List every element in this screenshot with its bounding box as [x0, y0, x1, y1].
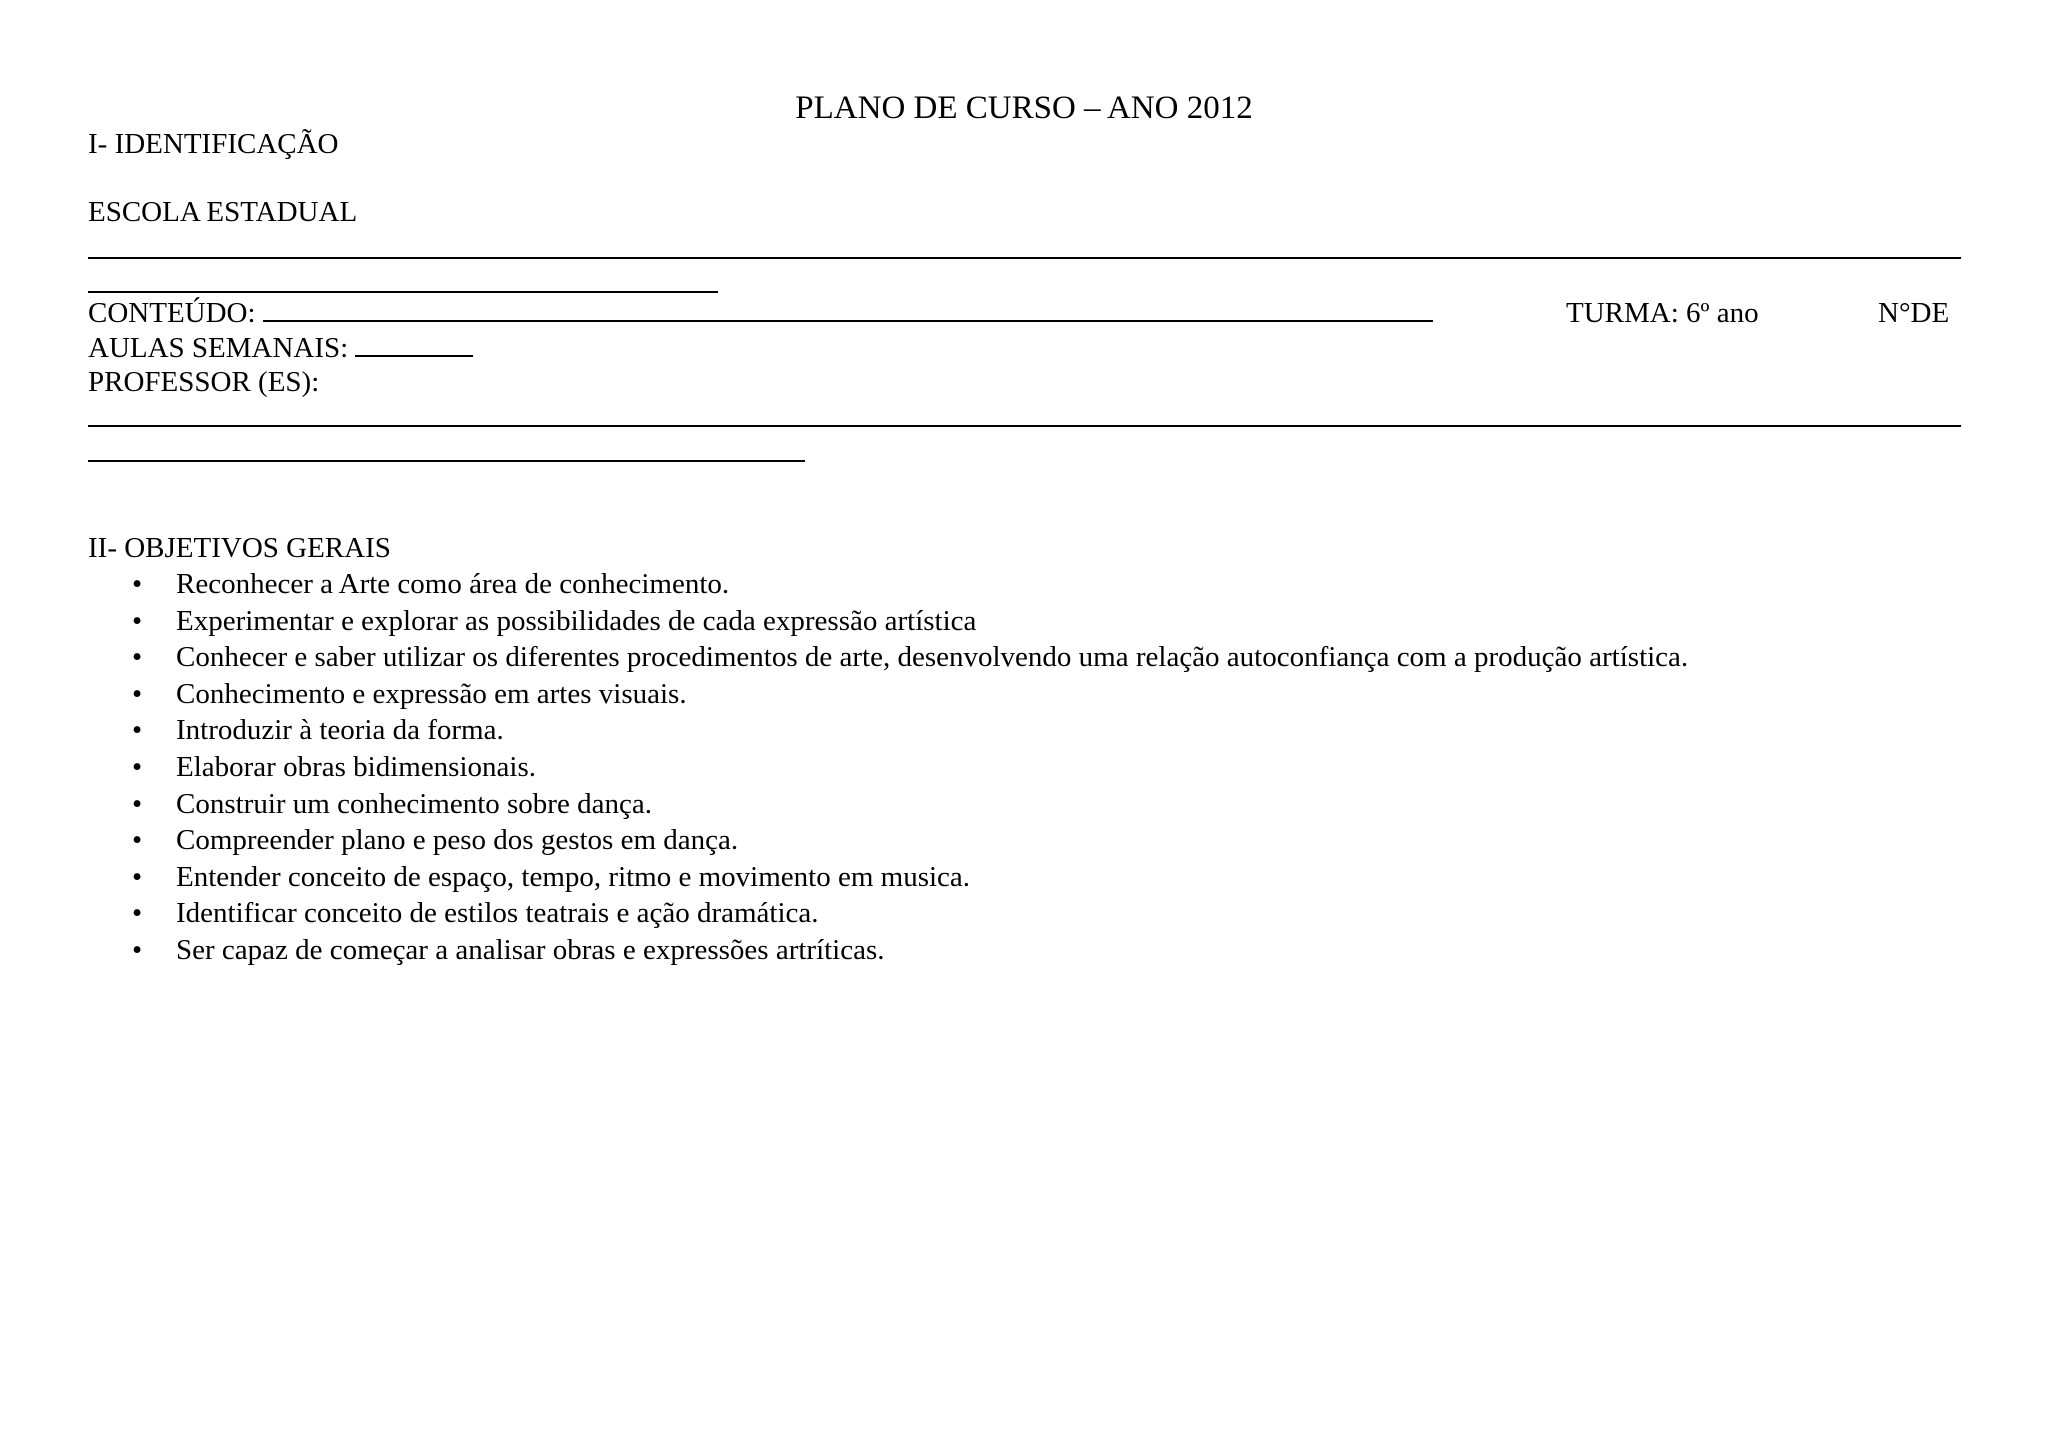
bullet-icon: •: [132, 568, 143, 600]
weekly-classes-label: AULAS SEMANAIS:: [88, 332, 349, 364]
bullet-icon: •: [132, 824, 143, 857]
bullet-icon: •: [132, 604, 143, 637]
list-item-text: Construir um conhecimento sobre dança.: [176, 787, 652, 820]
list-item-text: Conhecimento e expressão em artes visuais.: [176, 677, 687, 710]
school-fill-line: [88, 257, 1961, 259]
bullet-icon: •: [132, 933, 143, 966]
bullet-icon: •: [132, 787, 143, 820]
content-row: [88, 295, 1433, 331]
list-item-text: Elaborar obras bidimensionais.: [176, 750, 536, 783]
bullet-icon: •: [132, 860, 143, 893]
bullet-icon: •: [132, 714, 143, 747]
list-item-text: Experimentar e explorar as possibilidades de cada expressão artística: [176, 604, 977, 637]
list-item-text: Reconhecer a Arte como área de conhecimento.: [176, 568, 730, 600]
list-item-text: Conhecer e saber utilizar os diferentes procedimentos de arte, desenvolvendo uma relação autoconfiança com a produção artística.: [176, 641, 1689, 674]
list-item-text: Introduzir à teoria da forma.: [176, 714, 504, 747]
content-label: CONTEÚDO:: [88, 297, 256, 329]
list-item-text: Entender conceito de espaço, tempo, ritmo e movimento em musica.: [176, 860, 971, 893]
bullet-icon: •: [132, 677, 143, 710]
list-item-text: Identificar conceito de estilos teatrais e ação dramática.: [176, 897, 819, 930]
bullet-icon: •: [132, 897, 143, 930]
identification-heading: I- IDENTIFICAÇÃO: [88, 128, 339, 160]
number-label: N°DE: [1878, 297, 1950, 329]
teacher-label: PROFESSOR (ES):: [88, 366, 320, 398]
class-label: TURMA: 6º ano: [1566, 297, 1759, 329]
teacher-fill-line: [88, 425, 1961, 427]
bullet-icon: •: [132, 641, 143, 674]
weekly-classes-row: [88, 330, 473, 366]
content-fill-line: [263, 296, 1433, 322]
document-title: PLANO DE CURSO – ANO 2012: [795, 90, 1253, 126]
school-label: ESCOLA ESTADUAL: [88, 196, 358, 228]
bullet-icon: •: [132, 750, 143, 783]
school-fill-line-continued: [88, 291, 718, 293]
weekly-classes-fill-line: [355, 331, 473, 357]
list-item-text: Compreender plano e peso dos gestos em dança.: [176, 824, 739, 857]
teacher-fill-line-continued: [88, 460, 805, 462]
objectives-heading: II- OBJETIVOS GERAIS: [88, 532, 391, 564]
list-item-text: Ser capaz de começar a analisar obras e expressões artríticas.: [176, 933, 885, 966]
